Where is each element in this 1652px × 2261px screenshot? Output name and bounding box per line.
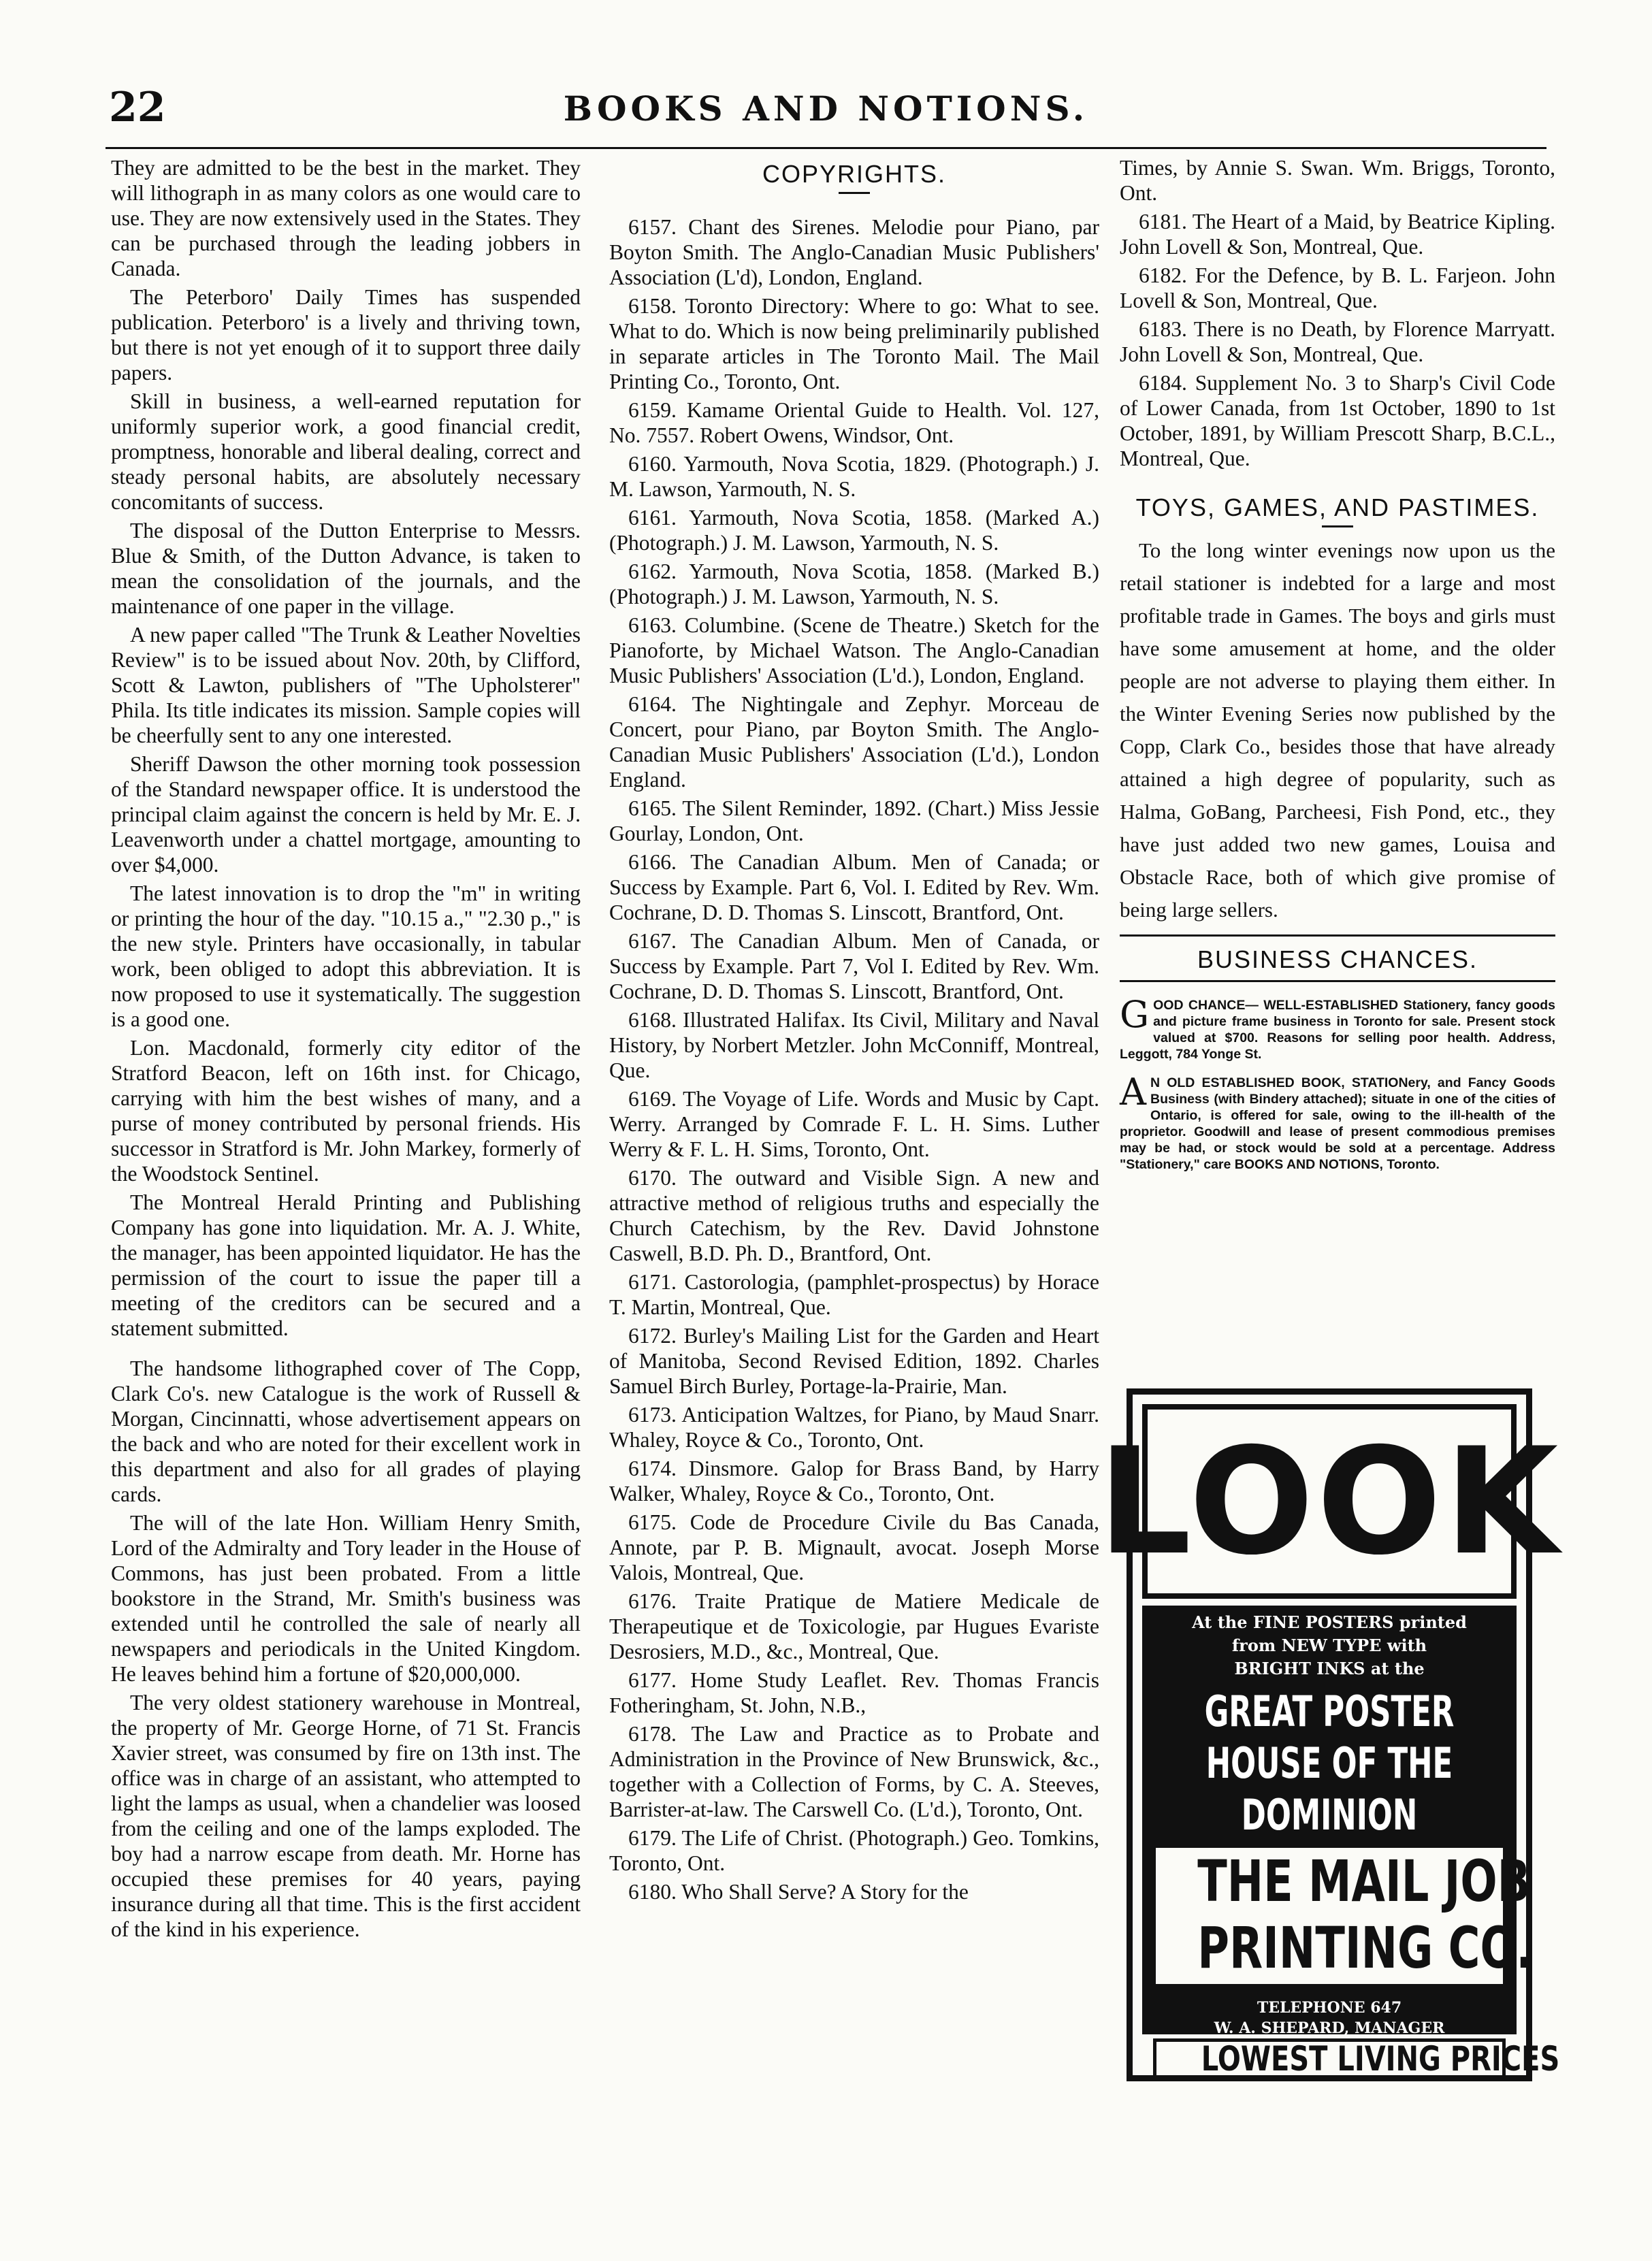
news-paragraph: The will of the late Hon. William Henry Smith, Lord of the Admiralty and Tory leader in the House of Commons, has just been probated. From a little bookstore in the Strand, Mr. Smith's business was extended until he controlled the sale of nearly all newspapers and periodicals in the United Kingdom. He leaves behind him a fortune of $20,000,000.: [111, 1511, 581, 1686]
copyright-entry: 6157. Chant des Sirenes. Melodie pour Piano, par Boyton Smith. The Anglo-Canadian Music Publishers' Association (L'd), London, England.: [609, 215, 1099, 289]
copyright-entry: 6183. There is no Death, by Florence Marryatt. John Lovell & Son, Montreal, Que.: [1120, 317, 1555, 366]
copyright-continuation: Times, by Annie S. Swan. Wm. Briggs, Toronto, Ont.: [1120, 156, 1555, 205]
copyright-entry: 6181. The Heart of a Maid, by Beatrice Kipling. John Lovell & Son, Montreal, Que.: [1120, 210, 1555, 259]
poster-line: from NEW TYPE with: [1231, 1636, 1427, 1655]
running-head: BOOKS AND NOTIONS.: [563, 88, 1089, 129]
poster-advertisement: [1097, 1388, 1561, 2081]
copyright-entry: 6164. The Nightingale and Zephyr. Morceau de Concert, pour Piano, par Boyton Smith. The Anglo-Canadian Music Publishers' Association (L'd.), London England.: [609, 692, 1099, 792]
business-title: BUSINESS CHANCES.: [1197, 945, 1478, 973]
copyright-entry: 6171. Castorologia, (pamphlet-prospectus) by Horace T. Martin, Montreal, Que.: [609, 1270, 1099, 1319]
copyright-entry: 6182. For the Defence, by B. L. Farjeon. John Lovell & Son, Montreal, Que.: [1120, 263, 1555, 312]
copyright-entry: 6178. The Law and Practice as to Probate and Administration in the Province of New Brunswick, &c., together with a Collection of Forms, by C. A. Steeves, Barrister-at-law. The Carswell Co. (L'd.), Toronto, Ont.: [609, 1722, 1099, 1821]
toys-paragraph: To the long winter evenings now upon us the retail stationer is indebted for a large and most profitable trade in Games. The boys and girls must have some amusement at home, and the older people are not adverse to playing them either. In the Winter Evening Series now published by the Copp, Clark Co., besides those that have already attained a high degree of popularity, such as Halma, GoBang, Parcheesi, Fish Pond, etc., they have just added two new games, Louisa and Obstacle Race, both of which give promise of being large sellers.: [1120, 538, 1555, 922]
business-ad: [1120, 1071, 1555, 1173]
copyright-entry: 6169. The Voyage of Life. Words and Music by Capt. Werry. Arranged by Comrade F. L. H. Sims. Luther Werry & F. L. H. Sims, Toronto, Ont.: [609, 1087, 1099, 1161]
poster-line: THE MAIL JOB: [1197, 1848, 1531, 1915]
column-copyrights: [609, 155, 1099, 1908]
column-right: [1120, 155, 1555, 1185]
copyrights-title: COPYRIGHTS.: [762, 160, 947, 188]
news-paragraph: The Montreal Herald Printing and Publishing Company has gone into liquidation. Mr. A. J. White, the manager, has been appointed liquidator. He has the permission of the court to issue the paper till a meeting of the creditors can be secured and a statement submitted.: [111, 1190, 581, 1340]
news-paragraph: The disposal of the Dutton Enterprise to Messrs. Blue & Smith, of the Dutton Advance, is taken to mean the consolidation of the journals, and the maintenance of one paper in the village.: [111, 519, 581, 618]
business-ad: [1120, 993, 1555, 1062]
poster-line: GREAT POSTER: [1204, 1687, 1455, 1736]
news-paragraph: They are admitted to be the best in the market. They will lithograph in as many colors as one would care to use. They are now extensively used in the States. They can be purchased through the leading jobbers in Canada.: [111, 156, 581, 280]
news-paragraph: Skill in business, a well-earned reputation for uniformly superior work, a good financial credit, promptness, honorable and liberal dealing, correct and steady personal habits, are absolutely necessary concomitants of success.: [111, 389, 581, 514]
copyright-entry: 6180. Who Shall Serve? A Story for the: [628, 1880, 969, 1904]
copyright-entry: 6159. Kamame Oriental Guide to Health. Vol. 127, No. 7557. Robert Owens, Windsor, Ont.: [609, 398, 1099, 447]
copyright-entry: 6165. The Silent Reminder, 1892. (Chart.) Miss Jessie Gourlay, London, Ont.: [609, 796, 1099, 845]
copyright-entry: 6176. Traite Pratique de Matiere Medicale de Therapeutique et de Toxicologie, par Hugues Evariste Desrosiers, M.D., &c., Montreal, Que.: [609, 1589, 1099, 1663]
copyright-entry: 6158. Toronto Directory: Where to go: What to see. What to do. Which is now being preliminarily published in separate articles in The Toronto Mail. The Mail Printing Co., Toronto, Ont.: [609, 294, 1099, 393]
copyright-entry: 6161. Yarmouth, Nova Scotia, 1858. (Marked A.) (Photograph.) J. M. Lawson, Yarmouth, N. S.: [609, 506, 1099, 555]
title-rule: [839, 192, 870, 194]
ad-drop-initial: A: [1120, 1071, 1146, 1113]
ad-text: OOD CHANCE— WELL-ESTABLISHED Stationery, fancy goods and picture frame business in Toronto for sale. Present stock valued at $700. Reasons for selling poor health. Address, Leggott, 784 Yonge St.: [1120, 998, 1555, 1062]
mail-job-box: [1152, 1844, 1533, 1988]
news-paragraph: The handsome lithographed cover of The Copp, Clark Co's. new Catalogue is the work of Russell & Morgan, Cincinnatti, whose advertisement appears on the back and who are noted for their excellent work in this department and also for all grades of playing cards.: [111, 1356, 581, 1506]
poster-line: PRINTING CO.: [1197, 1915, 1533, 1981]
poster-black-block: [1142, 1606, 1533, 2037]
column-news: [111, 155, 581, 1945]
news-paragraph: Sheriff Dawson the other morning took possession of the Standard newspaper office. It is understood the principal claim against the concern is held by Mr. E. J. Leavenworth under a chattel mortgage, amounting to over $4,000.: [111, 752, 581, 877]
telephone-line: TELEPHONE 647: [1257, 1999, 1402, 2017]
toys-title: TOYS, GAMES, AND PASTIMES.: [1135, 493, 1540, 521]
copyright-entry: 6163. Columbine. (Scene de Theatre.) Sketch for the Pianoforte, by Michael Watson. The Anglo-Canadian Music Publishers' Association (L'd.), London, England.: [609, 613, 1099, 687]
title-rule: [1322, 525, 1353, 527]
copyright-entry: 6177. Home Study Leaflet. Rev. Thomas Francis Fotheringham, St. John, N.B.,: [609, 1668, 1099, 1717]
poster-line: At the FINE POSTERS printed: [1192, 1612, 1467, 1632]
poster-line: LOWEST LIVING PRICES: [1201, 2039, 1560, 2079]
copyright-entry: 6184. Supplement No. 3 to Sharp's Civil Code of Lower Canada, from 1st October, 1890 to 1st October, 1891, by William Prescott Sharp, B.C.L., Montreal, Que.: [1120, 371, 1555, 470]
copyright-entry: 6172. Burley's Mailing List for the Garden and Heart of Manitoba, Second Revised Edition, 1892. Charles Samuel Birch Burley, Portage-la-Prairie, Man.: [609, 1324, 1099, 1398]
look-heading: LOOK: [1142, 1404, 1517, 1599]
poster-contact: [1142, 1998, 1517, 2038]
copyright-entry: 6174. Dinsmore. Galop for Brass Band, by Harry Walker, Whaley, Royce & Co., Toronto, Ont.: [609, 1457, 1099, 1506]
poster-line: HOUSE OF THE: [1205, 1738, 1453, 1788]
section-rule: [1120, 934, 1555, 937]
manager-line: W. A. SHEPARD, MANAGER: [1214, 2019, 1445, 2037]
ad-drop-initial: G: [1120, 993, 1150, 1036]
copyright-entry: 6162. Yarmouth, Nova Scotia, 1858. (Marked B.) (Photograph.) J. M. Lawson, Yarmouth, N. S.: [609, 559, 1099, 608]
poster-line: BRIGHT INKS at the: [1234, 1659, 1425, 1678]
copyright-entry: 6160. Yarmouth, Nova Scotia, 1829. (Photograph.) J. M. Lawson, Yarmouth, N. S.: [609, 452, 1099, 501]
copyright-entry: 6175. Code de Procedure Civile du Bas Canada, Annote, par P. B. Mignault, avocat. Joseph Morse Valois, Montreal, Que.: [609, 1510, 1099, 1584]
header-rule: [106, 147, 1546, 149]
news-paragraph: The very oldest stationery warehouse in Montreal, the property of Mr. George Horne, of 71 St. Francis Xavier street, was consumed by fire on 13th inst. The office was in charge of an assistant, who attempted to light the lamps as usual, when a chandelier was loosed from the ceiling and one of the lamps exploded. The boy had a narrow escape from death. Mr. Horne has occupied these premises for 40 years, paying insurance during all that time. This is the first accident of the kind in his experience.: [111, 1691, 581, 1941]
news-paragraph: The latest innovation is to drop the "m" in writing or printing the hour of the day. "10.15 a.," "2.30 p.," is the new style. Printers have occasionally, in tabular work, been obliged to adopt this abbreviation. It is now proposed to use it systematically. The suggestion is a good one.: [111, 881, 581, 1031]
news-paragraph: A new paper called "The Trunk & Leather Novelties Review" is to be issued about Nov. 20th, by Clifford, Scott & Lawton, publishers of "The Upholsterer" Phila. Its title indicates its mission. Sample copies will be cheerfully sent to any one interested.: [111, 623, 581, 747]
great-poster-heading: [1184, 1686, 1476, 1841]
copyright-entry: 6179. The Life of Christ. (Photograph.) Geo. Tomkins, Toronto, Ont.: [609, 1826, 1099, 1875]
poster-small-lines: [1142, 1611, 1517, 1680]
copyright-entry: 6173. Anticipation Waltzes, for Piano, by Maud Snarr. Whaley, Royce & Co., Toronto, Ont.: [609, 1403, 1099, 1452]
copyright-entry: 6168. Illustrated Halifax. Its Civil, Military and Naval History, by Norbert Metzler. John McConniff, Montreal, Que.: [609, 1008, 1099, 1082]
news-paragraph: Lon. Macdonald, formerly city editor of the Stratford Beacon, left on 16th inst. for Chicago, carrying with him the best wishes of many, and a purse of money contributed by personal friends. His successor in Stratford is Mr. John Markey, formerly of the Woodstock Sentinel.: [111, 1036, 581, 1186]
copyright-entry: 6170. The outward and Visible Sign. A new and attractive method of religious truths and especially the Church Catechism, by the Rev. David Johnstone Caswell, B.D. Ph. D., Brantford, Ont.: [609, 1166, 1099, 1265]
section-rule: [1120, 980, 1555, 982]
copyright-entry: 6167. The Canadian Album. Men of Canada, or Success by Example. Part 7, Vol I. Edited by Rev. Wm. Cochrane, D. D. Thomas S. Linscott, Brantford, Ont.: [609, 929, 1099, 1003]
poster-line: DOMINION: [1241, 1790, 1418, 1840]
news-paragraph: The Peterboro' Daily Times has suspended publication. Peterboro' is a lively and thriving town, but there is not yet enough of it to support three daily papers.: [111, 285, 581, 385]
page-number: 22: [109, 84, 166, 131]
ad-text: N OLD ESTABLISHED BOOK, STATIONery, and Fancy Goods Business (with Bindery attached); situate in one of the cities of Ontario, is offered for sale, owing to the ill-health of the proprietor. Goodwill and lease of present commodious premises may be had, or stock would be sold at a percentage. Address "Stationery," care BOOKS AND NOTIONS, Toronto.: [1120, 1075, 1555, 1172]
copyright-entry: 6166. The Canadian Album. Men of Canada; or Success by Example. Part 6, Vol. I. Edited by Rev. Wm. Cochrane, D. D. Thomas S. Linscott, Brantford, Ont.: [609, 850, 1099, 924]
lowest-prices-box: [1153, 2038, 1560, 2079]
